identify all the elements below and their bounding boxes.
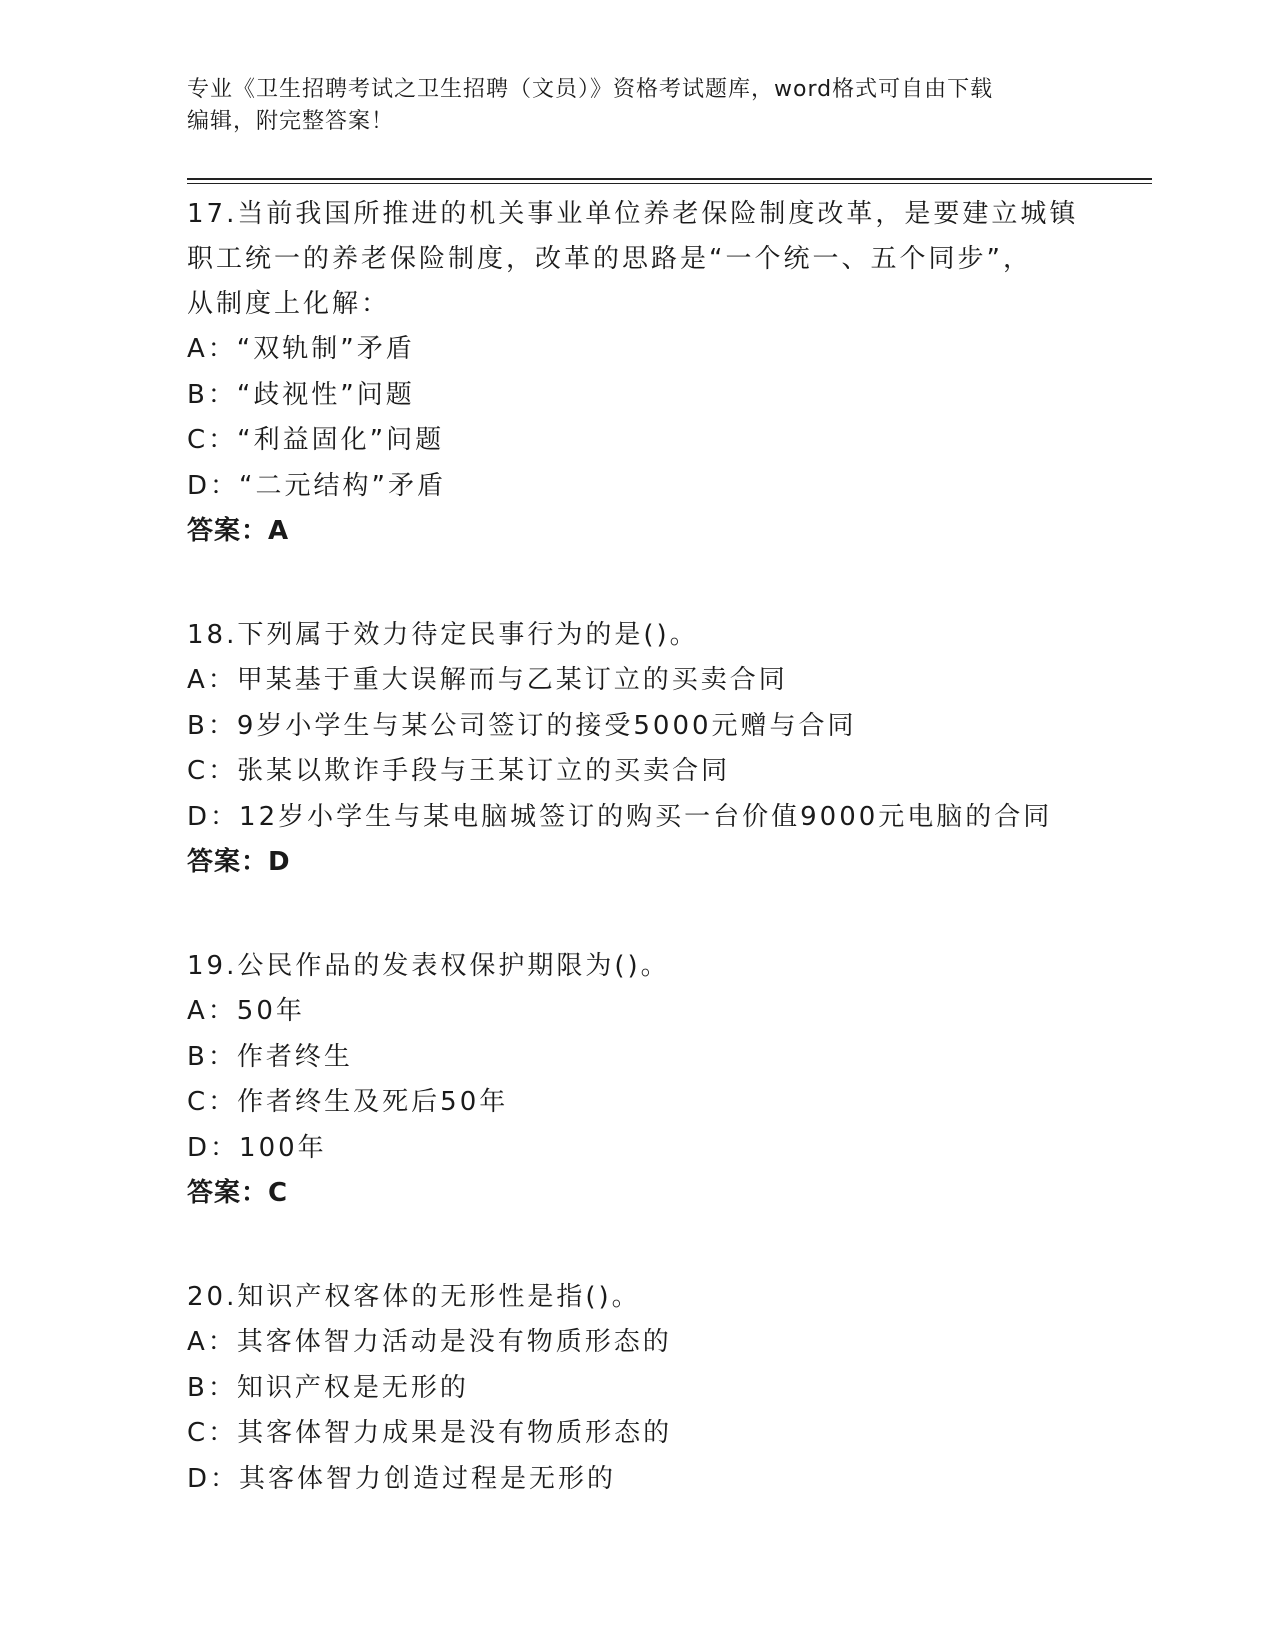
header-line-2: 编辑，附完整答案！ — [187, 109, 395, 134]
question-spacer — [187, 554, 1087, 613]
option-a: A：“双轨制”矛盾 — [187, 334, 415, 364]
option-a: A：50年 — [187, 996, 305, 1026]
question-18 — [187, 613, 1087, 885]
question-stem-line: 18.下列属于效力待定民事行为的是()。 — [187, 620, 699, 650]
option-c: C：张某以欺诈手段与王某订立的买卖合同 — [187, 756, 731, 786]
option-b: B：9岁小学生与某公司签订的接受5000元赠与合同 — [187, 710, 857, 741]
question-stem-line: 从制度上化解： — [187, 289, 391, 319]
question-stem-line: 20.知识产权客体的无形性是指()。 — [187, 1282, 641, 1312]
header-line-1: 专业《卫生招聘考试之卫生招聘（文员）》资格考试题库，word格式可自由下载 — [187, 77, 994, 102]
answer-line: 答案：C — [187, 1178, 289, 1208]
option-a: A：其客体智力活动是没有物质形态的 — [187, 1327, 672, 1357]
question-list — [187, 192, 1087, 1502]
option-c: C：其客体智力成果是没有物质形态的 — [187, 1418, 673, 1448]
option-a: A：甲某基于重大误解而与乙某订立的买卖合同 — [187, 665, 788, 695]
question-spacer — [187, 885, 1087, 944]
question-stem-line: 职工统一的养老保险制度，改革的思路是“一个统一、五个同步”， — [187, 244, 1032, 274]
option-d: D：“二元结构”矛盾 — [187, 470, 446, 501]
header-divider-thin — [187, 183, 1152, 184]
document-header — [187, 74, 1087, 138]
option-d: D：100年 — [187, 1132, 327, 1163]
question-17 — [187, 192, 1087, 554]
option-d: D：12岁小学生与某电脑城签订的购买一台价值9000元电脑的合同 — [187, 801, 1053, 832]
option-b: B：作者终生 — [187, 1041, 353, 1072]
question-20 — [187, 1275, 1087, 1502]
question-spacer — [187, 1216, 1087, 1275]
answer-line: 答案：A — [187, 516, 290, 546]
option-c: C：作者终生及死后50年 — [187, 1087, 509, 1117]
header-divider-thick — [187, 178, 1152, 180]
option-c: C：“利益固化”问题 — [187, 425, 445, 455]
question-stem-line: 19.公民作品的发表权保护期限为()。 — [187, 951, 670, 981]
question-stem-line: 17.当前我国所推进的机关事业单位养老保险制度改革，是要建立城镇 — [187, 199, 1079, 229]
option-b: B：“歧视性”问题 — [187, 379, 415, 410]
option-d: D：其客体智力创造过程是无形的 — [187, 1463, 617, 1494]
answer-line: 答案：D — [187, 847, 291, 877]
question-19 — [187, 944, 1087, 1216]
option-b: B：知识产权是无形的 — [187, 1372, 469, 1403]
